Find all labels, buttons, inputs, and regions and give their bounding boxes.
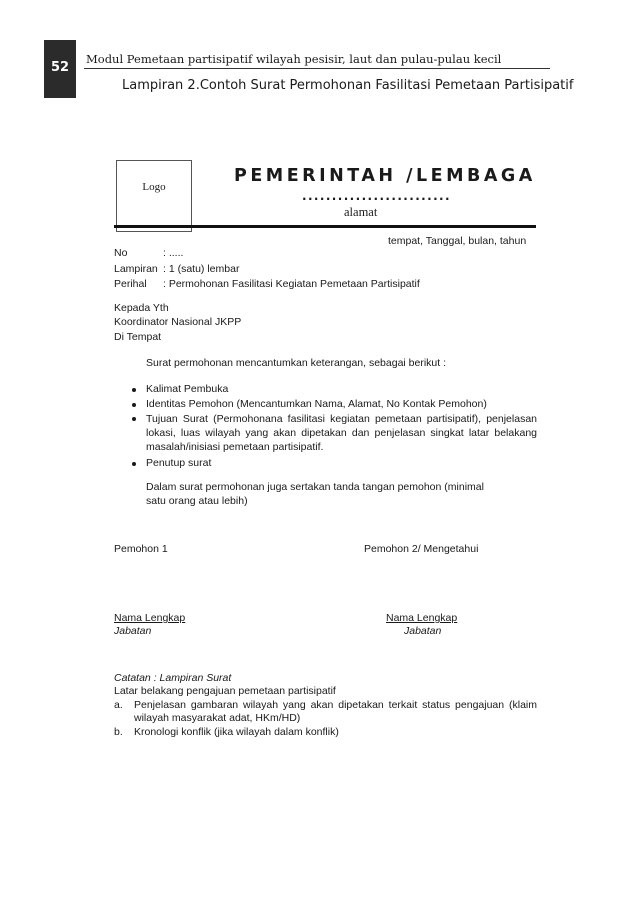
field-label-lampiran: Lampiran bbox=[114, 263, 158, 275]
bullet-icon bbox=[132, 388, 136, 392]
notes-subtitle: Latar belakang pengajuan pemetaan partisipatif bbox=[114, 685, 336, 697]
signer-2-position: Jabatan bbox=[404, 625, 442, 637]
notes-item-marker: a. bbox=[114, 699, 123, 711]
signer-2-name: Nama Lengkap bbox=[386, 612, 458, 624]
module-title: Modul Pemetaan partisipatif wilayah pesisir, laut dan pulau-pulau kecil bbox=[86, 52, 502, 66]
bullet-item: Tujuan Surat (Permohonana fasilitasi kegiatan pemetaan partisipatif), penjelasan lokasi, luas wilayah yang akan dipetakan dan penjelasan singkat latar belakang masalah/inisiasi pemetaan partisipatif. bbox=[146, 413, 537, 453]
body-closing: Dalam surat permohonan juga sertakan tanda tangan pemohon (minimal satu orang atau lebih) bbox=[146, 481, 484, 507]
bullet-icon bbox=[132, 403, 136, 407]
recipient-line-1: Kepada Yth bbox=[114, 302, 169, 314]
appendix-title: Lampiran 2.Contoh Surat Permohonan Fasilitasi Pemetaan Partisipatif bbox=[122, 78, 574, 93]
recipient-line-2: Koordinator Nasional JKPP bbox=[114, 316, 242, 328]
page-number-badge: 52 bbox=[44, 40, 76, 98]
signer-1-name: Nama Lengkap bbox=[114, 612, 186, 624]
bullet-icon bbox=[132, 417, 136, 421]
address-label: alamat bbox=[344, 205, 378, 219]
signer-1-position: Jabatan bbox=[114, 625, 152, 637]
logo-label: Logo bbox=[142, 181, 166, 193]
notes-item-marker: b. bbox=[114, 726, 123, 738]
field-value-lampiran: : 1 (satu) lembar bbox=[163, 263, 240, 275]
organization-title: PEMERINTAH /LEMBAGA bbox=[234, 166, 536, 186]
bullet-item: Identitas Pemohon (Mencantumkan Nama, Alamat, No Kontak Pemohon) bbox=[146, 398, 487, 410]
bullet-icon bbox=[132, 462, 136, 466]
notes-item: Penjelasan gambaran wilayah yang akan dipetakan terkait status pengajuan (klaim wilayah masyarakat adat, HKm/HD) bbox=[134, 699, 537, 724]
signer-2-title: Pemohon 2/ Mengetahui bbox=[364, 543, 479, 555]
organization-name-placeholder: ......................... bbox=[302, 189, 451, 203]
field-label-perihal: Perihal bbox=[114, 278, 147, 290]
field-label-no: No bbox=[114, 247, 128, 259]
field-value-no: : ..... bbox=[163, 247, 184, 259]
bullet-item: Kalimat Pembuka bbox=[146, 383, 229, 395]
field-value-perihal: : Permohonan Fasilitasi Kegiatan Pemetaan Partisipatif bbox=[163, 278, 420, 290]
notes-item: Kronologi konflik (jika wilayah dalam konflik) bbox=[134, 726, 339, 738]
place-date: tempat, Tanggal, bulan, tahun bbox=[388, 235, 527, 247]
bullet-item: Penutup surat bbox=[146, 457, 212, 469]
body-intro: Surat permohonan mencantumkan keterangan, sebagai berikut : bbox=[146, 357, 447, 369]
letterhead-divider bbox=[114, 225, 536, 228]
notes-title: Catatan : Lampiran Surat bbox=[114, 672, 232, 684]
logo-placeholder bbox=[116, 160, 192, 232]
signer-1-title: Pemohon 1 bbox=[114, 543, 168, 555]
recipient-line-3: Di Tempat bbox=[114, 331, 162, 343]
